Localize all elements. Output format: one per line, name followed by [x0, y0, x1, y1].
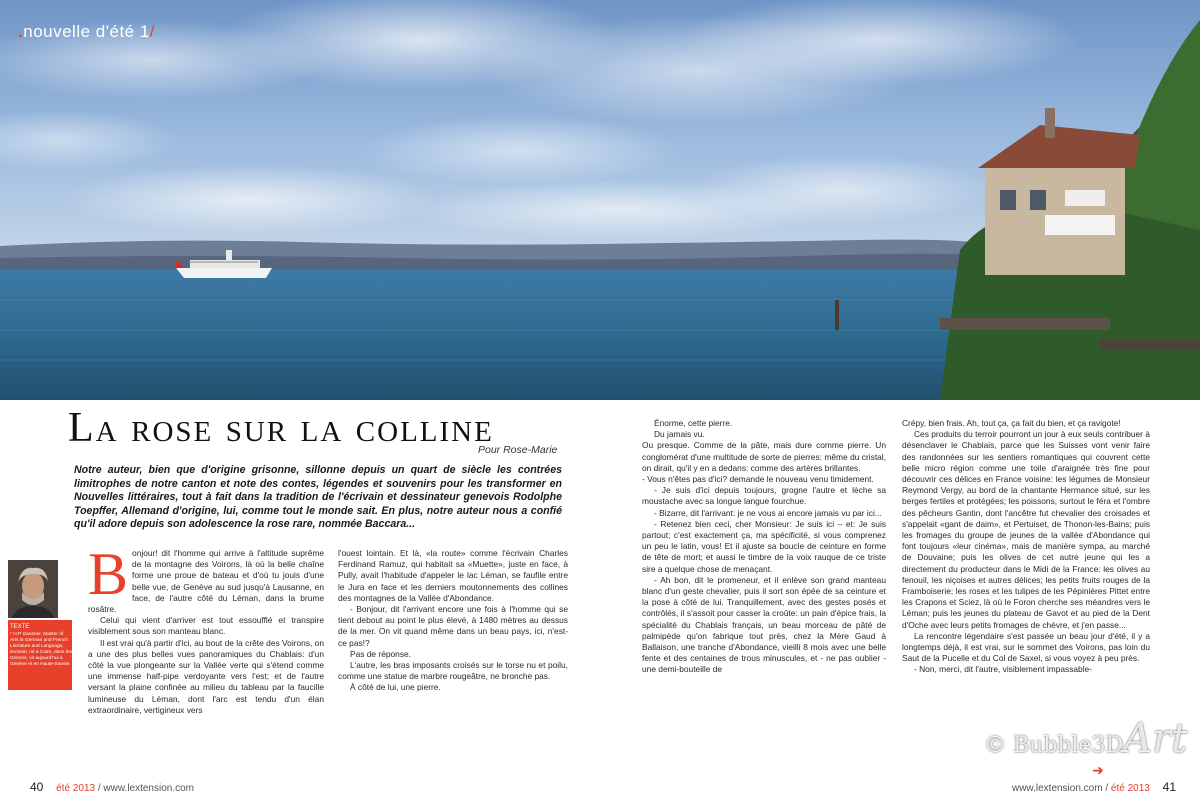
section-tag-label: nouvelle d'été 1 [23, 22, 150, 41]
article-column-4 [902, 418, 1150, 676]
paragraph: Pas de réponse. [350, 648, 411, 659]
author-photo [8, 560, 58, 618]
section-tag-slash: / [149, 22, 156, 41]
author-note: * H.P Gansner, Master of Arts in German and French Literature and Language, écrivain, né à Coire, dans les Grisons, vit aujourd'hui à Genève et en Haute-Savoie. [10, 632, 72, 667]
paragraph: Ces produits du terroir pourront un jour à eux seuls contribuer à désenclaver le Chablais, parce que les Suisses vont venir faire des randonnées sur les sentiers romantiques qui couvrent cette belle micro région comme une toile d'araignée très fine pour découvrir ces délices en France voisine: les légumes de Monsieur Reymond Vergy, au bord de la chantante Hermance situé, sur les berges fertiles et protégées; les poissons, surtout le féra et l'ombre des pêcheurs Gantin, dont l'ancêtre fut chevalier des croisades et s'appelait «gant de daim», et Pertuiset, de Thonon-les-Bains; puis les fromages du groupe de jeunes de la vallée d'Abondance qui font toujours «leur cinéma», mais de manière sympa, au marché de Douvaine; puis les olives de cet autre jeune qui les a directement du producteur dans le Midi de la France: les olives au fenouil, les niçoises et autres délices; les petits fruits rouges de la Framboiserie; les roses et les tulipes de les Pépinières Pittet entre les Crapons et Sciez, là où le Foron cherche ses méandres vers le Léman; puis les jeunes du plateau de Gavot et au pied de la Dent d'Oche avec leurs petits fromages de chèvre, et j'en passe... [902, 429, 1150, 630]
paragraph: Énorme, cette pierre. [654, 418, 733, 428]
page-number-right: 41 [1162, 780, 1176, 794]
article-column-2 [338, 548, 568, 694]
paragraph: onjour! dit l'homme qui arrive à l'altitude suprême de la montagne des Voirons, là où la belle chaîne forme une proue de bateau et d'où tu jouis d'une belle vue, de Genève au sud jusqu'à Lausanne, en face, de l'autre côté du Léman, dans la brume rosâtre. [88, 548, 324, 615]
watermark-big: Art [1123, 716, 1188, 762]
section-tag [18, 22, 155, 42]
paragraph: - Je suis d'ici depuis toujours, grogne l'autre et lèche sa moustache avec sa longue langue fourchue. [642, 485, 886, 507]
footer-url-left[interactable]: www.lextension.com [103, 783, 195, 794]
author-label: TEXTE [10, 624, 30, 630]
watermark-prefix: © Bubble3D [984, 733, 1124, 758]
paragraph: L'autre, les bras imposants croisés sur le torse nu et poilu, comme une statue de marbre rougeâtre, ne bronche pas. [338, 660, 568, 682]
paragraph: l'ouest lointain. Et là, «la route» comme l'écrivain Charles Ferdinand Ramuz, qui habitait sa «Muette», juste en face, à Pully, avait l'habitude d'appeler le lac Léman, se faufile entre le Jura en face et les derniers moutonnements des collines des montagnes de la Vallée d'Abondance. [338, 548, 568, 603]
paragraph: Celui qui vient d'arriver est tout essoufflé et transpire visiblement sous son manteau blanc. [88, 615, 324, 637]
footer-right [1012, 780, 1176, 794]
paragraph: À côté de lui, une pierre. [350, 682, 441, 693]
article-column-3 [642, 418, 886, 676]
article-dedication: Pour Rose-Marie [478, 444, 558, 456]
paragraph: La rencontre légendaire s'est passée un beau jour d'été, il y a longtemps déjà, il est vrai, sur le sommet des Voirons, pas loin du Saut de la Pucelle et du Col de Saxel, si vous voyez à peu près. [902, 630, 1150, 664]
footer-sep-left: / [97, 783, 101, 794]
paragraph: - Retenez bien ceci, cher Monsieur: Je suis ici – et: Je suis partout; c'est exactement ça, ma spécificité, si vous comprenez un peu le latin, vous! Et il ajuste sa boucle de ceinture en forme de tête de mort; et aussi le timbre de la voix rauque de ce triste sire a quelque chose de menaçant. [642, 518, 886, 574]
edition-left: été 2013 [56, 783, 96, 794]
paragraph: Du jamais vu. [654, 429, 705, 440]
watermark [984, 716, 1187, 762]
paragraph: - Vous n'êtes pas d'ici? demande le nouveau venu timidement. [642, 474, 874, 485]
paragraph: Il est vrai qu'à partir d'ici, au bout de la crête des Voirons, on a une des plus belles vues panoramiques du Chablais: d'un côté la vue plongeante sur la Vallée verte qui s'étend comme une immense half-pipe verdoyante vers l'est; et de l'autre versant la plaine confinée au milieu du tableau par la faucille lumineuse du Léman, dont l'arc est tendu d'un élan extraordinaire, vertigineux vers [88, 637, 324, 715]
paragraph: - Bizarre, dit l'arrivant: je ne vous ai encore jamais vu par ici... [654, 507, 882, 518]
quay [940, 318, 1110, 330]
paragraph: - Non, merci, dit l'autre, visiblement impassable- [914, 664, 1093, 675]
page-number-left: 40 [30, 780, 44, 794]
paragraph: Crépy, bien frais. Ah, tout ça, ça fait du bien, et ça ravigote! [902, 418, 1121, 428]
footer-sep-right: / [1105, 783, 1109, 794]
article-intro: Notre auteur, bien que d'origine grisonne, sillonne depuis un quart de siècle les contrées limitrophes de notre canton et note des contes, légendes et souvenirs pour les transformer en Nouvelles littéraires, tout à fait dans la tradition de l'écrivain et dessinateur genevois Rodolphe Toepffer, Allemand d'origine, lui, comme tout le monde sait. En plus, notre auteur nous a confié qu'il adore depuis son adolescence la rose rare, nommée Baccara... [74, 464, 562, 531]
next-page-arrow-icon[interactable]: ➜ [1092, 762, 1104, 778]
paragraph: - Ah bon, dit le promeneur, et il enlève son grand manteau blanc d'un geste chevalier, puis il sort son épée de sa ceinture et la pose à côté de lui. Tranquillement, avec des gestes posés et contrôlés, il s'assoit pour casser la croûte: un pain d'épice frais, la spécialité du Chablais français, un beau morceau de pâté de palmipède qu'on fabrique tout près, chez la Mère Gaud à Ballaison, une tranche d'Abondance, vieilli 8 mois avec une belle fente et des centaines de trous minuscules, et - ne pas oublier - une demi-bouteille de [642, 574, 886, 675]
edition-right: été 2013 [1110, 783, 1150, 794]
paragraph: - Bonjour, dit l'arrivant encore une fois à l'homme qui se tient debout au point le plus élevé, à 1480 mètres au dessus de la mer. On vit quand même dans un beau pays, ici, n'est-ce pas!? [338, 604, 568, 648]
article-title: La rose sur la colline [68, 405, 494, 451]
article-column-1 [88, 541, 324, 716]
author-portrait-icon [8, 560, 58, 618]
footer-left [30, 780, 194, 794]
paragraph: Ou presque. Comme de la pâte, mais dure comme pierre. Un conglomérat d'une multitude de sorte de pierres: même du cristal, on dirait, qu'il y en a dedans: comme des artères brillantes. [642, 440, 886, 473]
dropcap: B [88, 541, 129, 607]
footer-url-right[interactable]: www.lextension.com [1011, 783, 1103, 794]
section-tag-dot: . [18, 22, 24, 41]
